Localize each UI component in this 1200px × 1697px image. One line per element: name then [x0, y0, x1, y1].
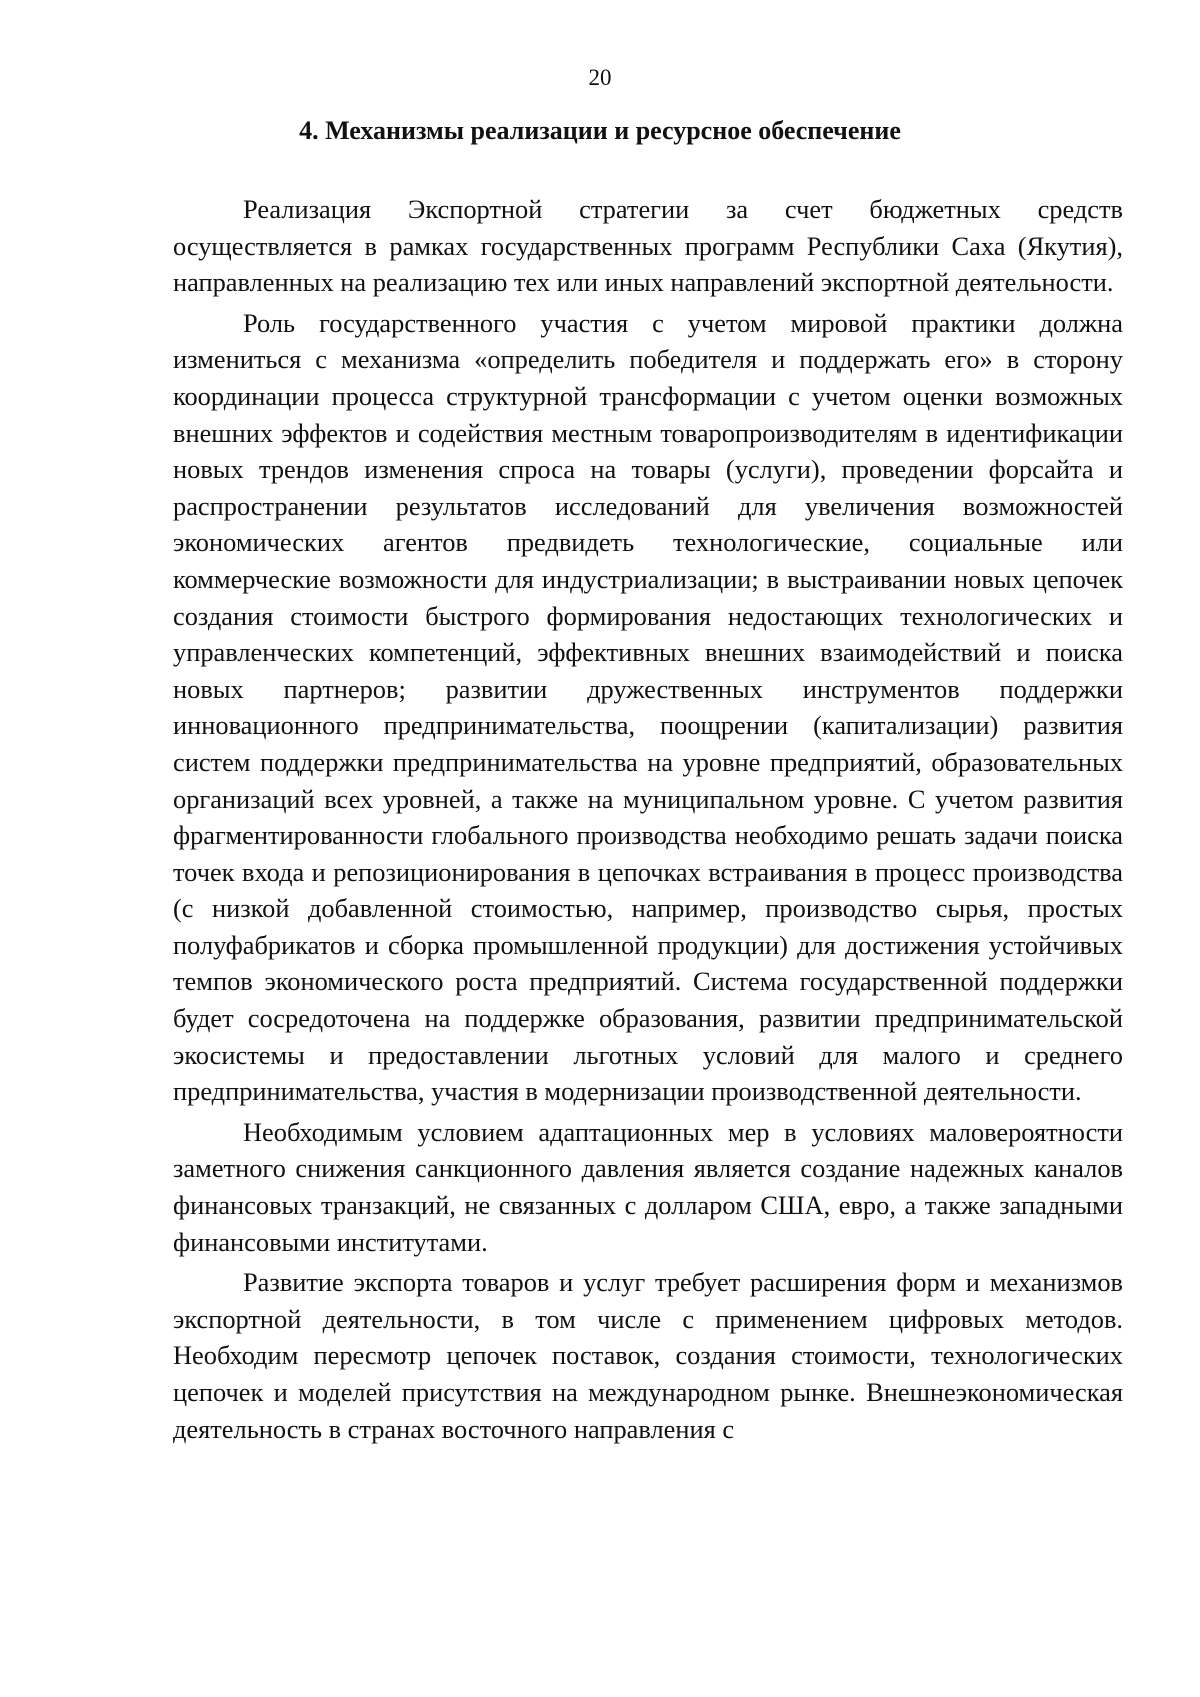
- paragraph-export-development: Развитие экспорта товаров и услуг требует расширения форм и механизмов экспортной деятельности, в том числе с применением цифровых методов. Необходим пересмотр цепочек поставок, создания стоимости, технологических цепочек и моделей присутствия на международном рынке. Внешнеэкономическая деятельность в странах восточного направления с: [173, 1267, 1123, 1444]
- paragraph-implementation-funding: Реализация Экспортной стратегии за счет бюджетных средств осуществляется в рамках государственных программ Республики Саха (Якутия), направленных на реализацию тех или иных направлений экспортной деятельности.: [173, 194, 1123, 298]
- section-title: 4. Механизмы реализации и ресурсное обеспечение: [299, 116, 901, 145]
- paragraph-state-role: Роль государственного участия с учетом мировой практики должна измениться с механизма «определить победителя и поддержать его» в сторону координации процесса структурной трансформации с учетом оценки возможных внешних эффектов и содействия местным товаропроизводителям в идентификации новых трендов изменения спроса на товары (услуги), проведении форсайта и распространении результатов исследований для увеличения возможностей экономических агентов предвидеть технологические, социальные или коммерческие возможности для индустриализации; в выстраивании новых цепочек создания стоимости быстрого формирования недостающих технологических и управленческих компетенций, эффективных внешних взаимодействий и поиска новых партнеров; развитии дружественных инструментов поддержки инновационного предпринимательства, поощрении (капитализации) развития систем поддержки предпринимательства на уровне предприятий, образовательных организаций всех уровней, а также на муниципальном уровне. С учетом развития фрагментированности глобального производства необходимо решать задачи поиска точек входа и репозиционирования в цепочках встраивания в процесс производства (с низкой добавленной стоимостью, например, производство сырья, простых полуфабрикатов и сборка промышленной продукции) для достижения устойчивых темпов экономического роста предприятий. Система государственной поддержки будет сосредоточена на поддержке образования, развитии предпринимательской экосистемы и предоставлении льготных условий для малого и среднего предпринимательства, участия в модернизации производственной деятельности.: [173, 307, 1123, 1107]
- page-number: 20: [588, 65, 612, 90]
- paragraph-financial-channels: Необходимым условием адаптационных мер в условиях маловероятности заметного снижения санкционного давления является создание надежных каналов финансовых транзакций, не связанных с долларом США, евро, а также западными финансовыми институтами.: [173, 1116, 1123, 1257]
- body-text: [173, 191, 1123, 1451]
